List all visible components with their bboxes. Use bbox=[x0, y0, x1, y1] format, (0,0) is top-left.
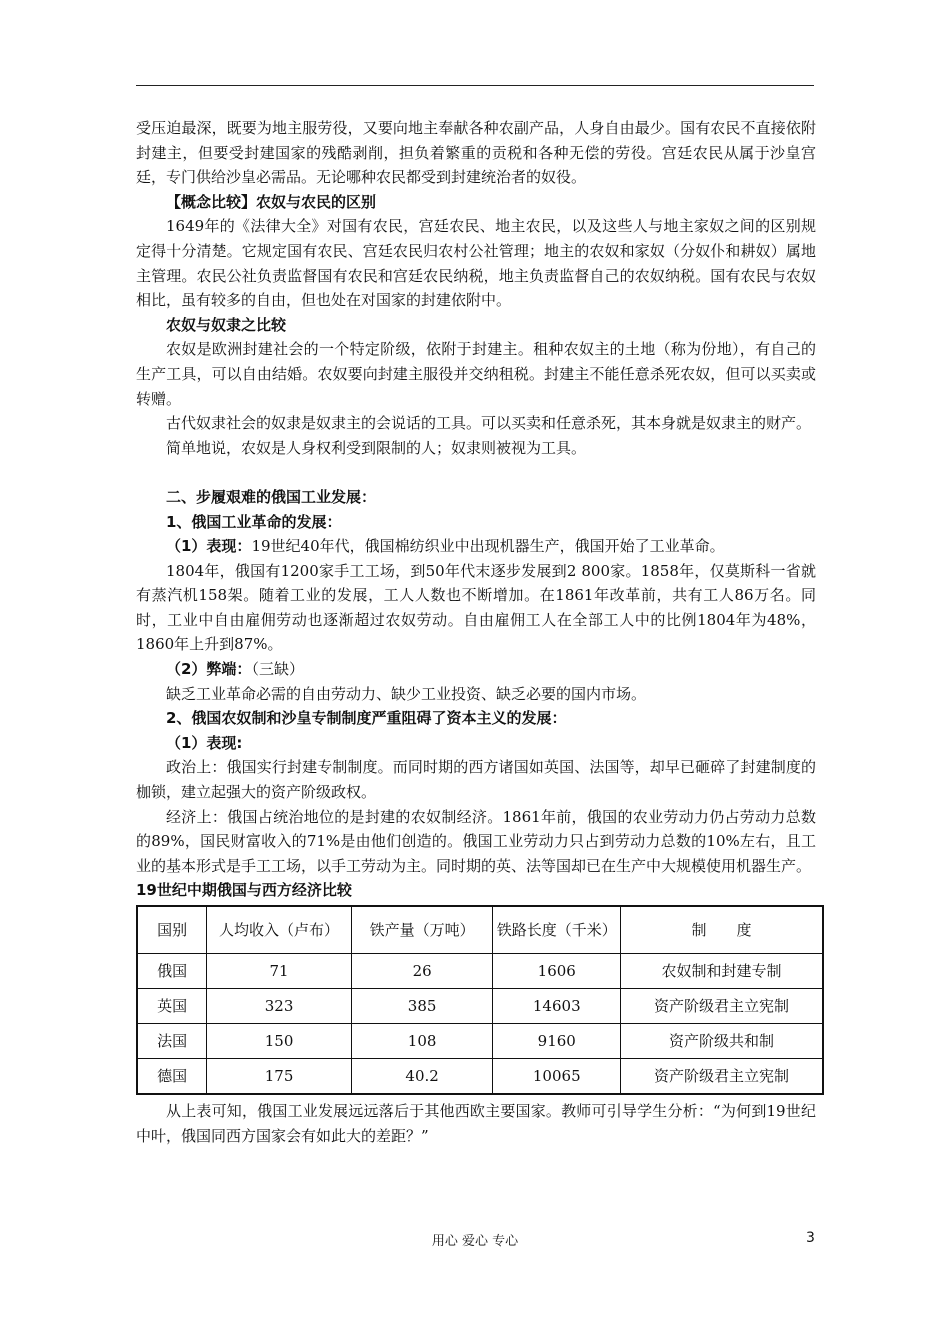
page-number: 3 bbox=[806, 1230, 815, 1246]
table-header-cell: 国别 bbox=[137, 906, 207, 954]
table-row bbox=[137, 1024, 823, 1059]
paragraph-continuation: 受压迫最深，既要为地主服劳役，又要向地主奉献各种农副产品，人身自由最少。国有农民不直接依附封建主，但要受封建国家的残酷剥削，担负着繁重的贡税和各种无偿的劳役。宫廷农民从属于沙皇宫廷，专门供给沙皇必需品。无论哪种农民都受到封建统治者的奴役。 bbox=[136, 119, 816, 187]
economy-comparison-table bbox=[136, 905, 824, 1095]
compare-paragraph-2: 古代奴隶社会的奴隶是奴隶主的会说话的工具。可以买卖和任意杀死，其本身就是奴隶主的财产。 bbox=[166, 414, 812, 433]
page-body bbox=[136, 116, 816, 1148]
table-cell: 1606 bbox=[493, 954, 621, 989]
table-cell: 农奴制和封建专制 bbox=[621, 954, 823, 989]
sub1-point-2-label: （2）弊端： bbox=[166, 660, 252, 679]
table-cell: 资产阶级君主立宪制 bbox=[621, 989, 823, 1024]
table-row bbox=[137, 1059, 823, 1095]
sub2-heading: 2、俄国农奴制和沙皇专制制度严重阻碍了资本主义的发展： bbox=[166, 709, 567, 728]
table-cell: 14603 bbox=[493, 989, 621, 1024]
table-cell: 法国 bbox=[137, 1024, 207, 1059]
sub2-paragraph-politics: 政治上：俄国实行封建专制制度。而同时期的西方诸国如英国、法国等，却早已砸碎了封建制度的枷锁，建立起强大的资产阶级政权。 bbox=[136, 758, 816, 802]
sub1-point-2 bbox=[136, 657, 816, 682]
table-row bbox=[137, 954, 823, 989]
table-row bbox=[137, 989, 823, 1024]
table-cell: 385 bbox=[351, 989, 493, 1024]
table-header-row bbox=[137, 906, 823, 954]
spacer bbox=[136, 460, 816, 485]
compare-paragraph-1: 农奴是欧洲封建社会的一个特定阶级，依附于封建主。租种农奴主的土地（称为份地），有自己的生产工具，可以自由结婚。农奴要向封建主服役并交纳租税。封建主不能任意杀死农奴，但可以买卖或转赠。 bbox=[136, 340, 816, 408]
table-cell: 323 bbox=[207, 989, 352, 1024]
table-cell: 40.2 bbox=[351, 1059, 493, 1095]
table-cell: 71 bbox=[207, 954, 352, 989]
closing-paragraph: 从上表可知，俄国工业发展远远落后于其他西欧主要国家。教师可引导学生分析：“为何到19世纪中叶，俄国同西方国家会有如此大的差距？” bbox=[136, 1102, 816, 1145]
sub1-point-1-text: 19世纪40年代，俄国棉纺织业中出现机器生产，俄国开始了工业革命。 bbox=[251, 537, 725, 556]
table-header-cell: 铁产量（万吨） bbox=[351, 906, 493, 954]
section2-heading: 二、步履艰难的俄国工业发展： bbox=[166, 487, 377, 506]
table-cell: 英国 bbox=[137, 989, 207, 1024]
compare-paragraph-3: 简单地说，农奴是人身权利受到限制的人；奴隶则被视为工具。 bbox=[166, 438, 587, 457]
table-cell: 德国 bbox=[137, 1059, 207, 1095]
table-cell: 150 bbox=[207, 1024, 352, 1059]
table-title: 19世纪中期俄国与西方经济比较 bbox=[136, 881, 352, 900]
sub2-point-1-label: （1）表现: bbox=[166, 733, 243, 752]
table-header-cell: 人均收入（卢布） bbox=[207, 906, 352, 954]
sub1-point-2-text: （三缺） bbox=[251, 660, 304, 679]
sub1-paragraph-shortages: 缺乏工业革命必需的自由劳动力、缺少工业投资、缺乏必要的国内市场。 bbox=[166, 684, 647, 703]
table-cell: 9160 bbox=[493, 1024, 621, 1059]
sub1-point-1-label: （1）表现： bbox=[166, 537, 252, 556]
concept-paragraph: 1649年的《法律大全》对国有农民，宫廷农民、地主农民，以及这些人与地主家奴之间的区别规定得十分清楚。它规定国有农民、宫廷农民归农村公社管理；地主的农奴和家奴（分奴仆和耕奴）属地主管理。农民公社负责监督国有农民和宫廷农民纳税，地主负责监督自己的农奴纳税。国有农民与农奴相比，虽有较多的自由，但也处在对国家的封建依附中。 bbox=[136, 217, 816, 310]
table-cell: 资产阶级共和制 bbox=[621, 1024, 823, 1059]
sub1-paragraph-stats: 1804年，俄国有1200家手工工场，到50年代末逐步发展到2 800家。1858年，仅莫斯科一省就有蒸汽机158架。随着工业的发展，工人人数也不断增加。在1861年改革前，共有工人86万名。同时，工业中自由雇佣劳动也逐渐超过农奴劳动。自由雇佣工人在全部工人中的比例1804年为48%，1860年上升到87%。 bbox=[136, 561, 816, 654]
sub2-paragraph-economy: 经济上：俄国占统治地位的是封建的农奴制经济。1861年前，俄国的农业劳动力仍占劳动力总数的89%，国民财富收入的71%是由他们创造的。俄国工业劳动力只占到劳动力总数的10%左右，且工业的基本形式是手工工场，以手工劳动为主。同时期的英、法等国却已在生产中大规模使用机器生产。 bbox=[136, 807, 816, 875]
concept-heading: 【概念比较】农奴与农民的区别 bbox=[166, 192, 377, 211]
table-cell: 俄国 bbox=[137, 954, 207, 989]
table-header-cell: 铁路长度（千米） bbox=[493, 906, 621, 954]
header-rule bbox=[136, 85, 814, 86]
table-cell: 108 bbox=[351, 1024, 493, 1059]
compare-heading: 农奴与奴隶之比较 bbox=[166, 315, 287, 334]
table-cell: 26 bbox=[351, 954, 493, 989]
table-header-cell: 制 度 bbox=[621, 906, 823, 954]
sub1-point-1 bbox=[136, 534, 816, 559]
table-cell: 资产阶级君主立宪制 bbox=[621, 1059, 823, 1095]
table-cell: 175 bbox=[207, 1059, 352, 1095]
sub1-heading: 1、俄国工业革命的发展： bbox=[166, 512, 342, 531]
table-cell: 10065 bbox=[493, 1059, 621, 1095]
sub2-point-1 bbox=[136, 731, 816, 756]
footer-motto: 用心 爱心 专心 bbox=[431, 1234, 519, 1249]
